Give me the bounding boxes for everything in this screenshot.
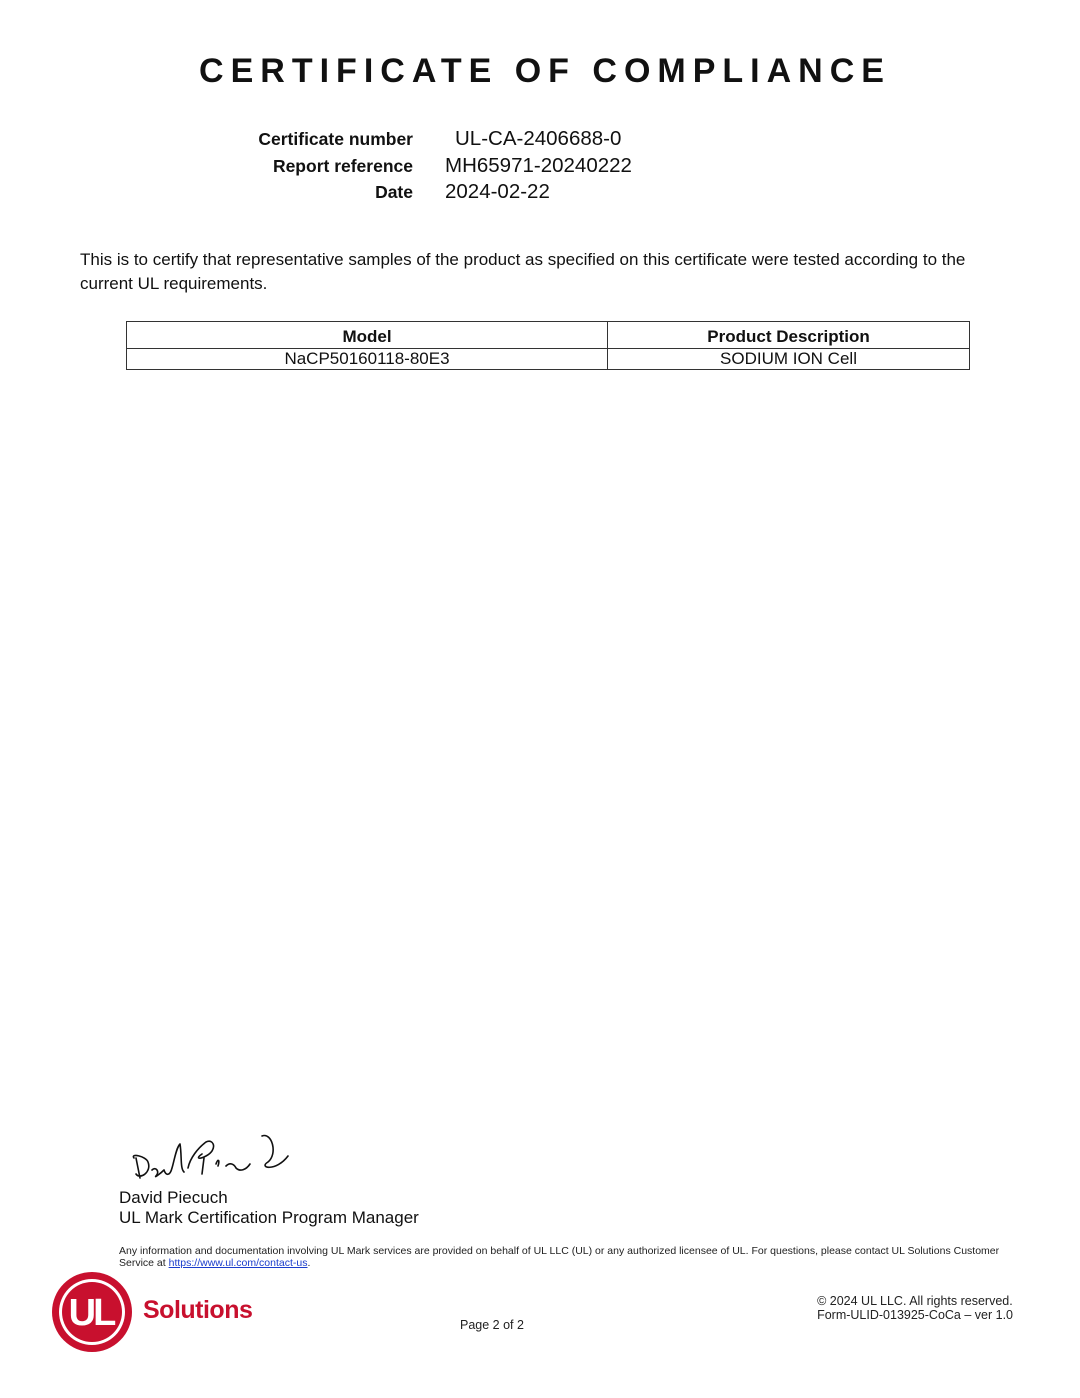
table-header-row (127, 322, 970, 349)
certificate-number-value: UL-CA-2406688-0 (455, 127, 622, 150)
date-label: Date (375, 182, 413, 202)
form-id-line: Form-ULID-013925-CoCa – ver 1.0 (817, 1308, 1013, 1322)
ul-logo-icon (50, 1270, 134, 1354)
disclaimer-body: Any information and documentation involving UL Mark services are provided on behalf of UL LLC (UL) or any authorized licensee of UL. For questions, please contact UL Solutions Customer Service at (119, 1245, 1000, 1269)
certificate-title: CERTIFICATE OF COMPLIANCE (199, 52, 891, 90)
certificate-number-row (200, 126, 700, 153)
product-table (126, 321, 970, 370)
report-reference-row (200, 153, 700, 180)
report-reference-label: Report reference (272, 155, 413, 176)
model-cell: NaCP50160118-80E3 (127, 349, 608, 370)
signer-title: UL Mark Certification Program Manager (119, 1208, 419, 1227)
date-value: 2024-02-22 (445, 180, 550, 203)
certificate-meta (200, 126, 700, 206)
product-description-cell: SODIUM ION Cell (608, 349, 970, 370)
report-reference-value: MH65971-20240222 (445, 153, 632, 177)
copyright-line: © 2024 UL LLC. All rights reserved. (817, 1294, 1013, 1308)
signer-block (119, 1188, 419, 1228)
signature-image (126, 1128, 296, 1188)
contact-link[interactable]: https://www.ul.com/contact-us (168, 1257, 308, 1269)
certification-statement: This is to certify that representative samples of the product as specified on this certificate were tested according to the current UL requirements. (80, 250, 966, 293)
disclaimer-suffix: . (307, 1257, 311, 1269)
product-description-column-header: Product Description (608, 322, 970, 349)
svg-text:UL: UL (68, 1292, 114, 1334)
date-row (200, 179, 700, 206)
copyright-block (817, 1294, 1013, 1322)
ul-solutions-wordmark: Solutions (143, 1296, 253, 1324)
page-number: Page 2 of 2 (460, 1318, 524, 1332)
table-row (127, 349, 970, 370)
model-column-header: Model (127, 322, 608, 349)
certificate-number-label: Certificate number (258, 129, 413, 149)
signer-name: David Piecuch (119, 1188, 228, 1207)
disclaimer-text (119, 1245, 1019, 1269)
